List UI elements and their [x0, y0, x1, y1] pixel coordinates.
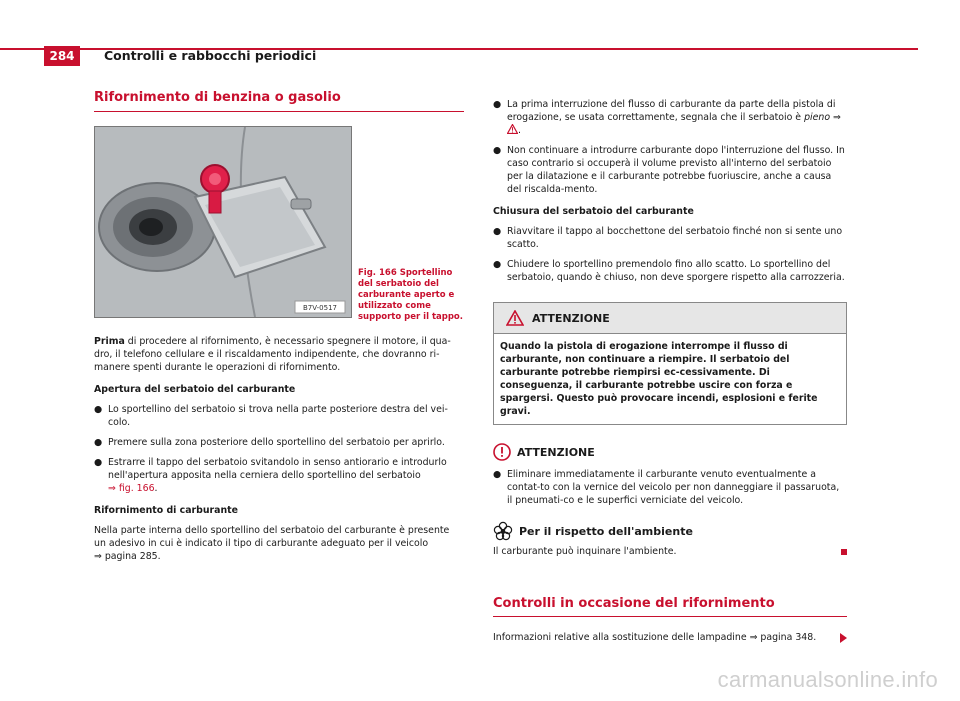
warning-header [494, 303, 846, 334]
bullet1-italic: pieno [804, 112, 831, 123]
list-item [94, 456, 464, 495]
fuel-flap-illustration [95, 127, 351, 317]
warning-text: Quando la pistola di erogazione interrompe il flusso di carburante, non continuare a riempire. Il serbatoio del carburante potrebbe riempirsi ec-cessivamente. Di conseguenza, il carburante potrebbe uscire con forza e spargersi. Questo può provocare incendi, esplosioni e ferite gravi. [500, 341, 818, 417]
environment-header [493, 521, 847, 541]
bullet3-end: . [154, 483, 158, 494]
rifornimento-paragraph [94, 524, 464, 563]
bullet-dot: ● [94, 437, 103, 448]
arrow-right-icon[interactable] [840, 633, 847, 643]
caution-text: Eliminare immediatamente il carburante venuto eventualmente a contat-to con la vernice del veicolo per non danneggiare il passaruota, il pneumati-co e le superfici verniciate del veicolo. [507, 469, 840, 506]
exclamation-circle-icon [493, 443, 511, 461]
bullet-dot: ● [493, 99, 502, 110]
figure-caption: Fig. 166 Sportellino del serbatoio del carburante aperto e utilizzato come supporto per il tappo. [358, 268, 463, 322]
bullet-text: Riavvitare il tappo al bocchettone del serbatoio finché non si sente uno scatto. [507, 226, 843, 250]
bullet-dot: ● [493, 469, 502, 480]
list-item [493, 258, 847, 284]
bullet-dot: ● [94, 404, 103, 415]
section-title-controls: Controlli in occasione del rifornimento [493, 596, 847, 617]
list-item [493, 468, 847, 507]
bullet3-text: Estrarre il tappo del serbatoio svitandolo in senso antiorario e introdurlo nell'apertura apposita nella cerniera dello sportellino del serbatoio [108, 457, 447, 481]
controls-row [493, 631, 847, 644]
end-marker-icon [841, 549, 847, 555]
environment-row [493, 545, 847, 558]
warning-box [493, 302, 847, 425]
list-item [94, 403, 464, 429]
environment-title: Per il rispetto dell'ambiente [519, 524, 693, 538]
warning-triangle-icon[interactable] [507, 124, 518, 134]
intro-text: di procedere al rifornimento, è necessario spegnere il motore, il qua-dro, il telefono cellulare e il riscaldamento indipendente, che dovranno ri-manere spenti durante le operazioni di rifornimento. [94, 336, 451, 373]
caution-header [493, 443, 847, 461]
bullet-dot: ● [493, 259, 502, 270]
subhead-rifornimento: Rifornimento di carburante [94, 505, 238, 516]
warning-triangle-icon [506, 310, 524, 326]
bullet1-ref: ⇒ [830, 112, 841, 123]
bullet-dot: ● [493, 226, 502, 237]
section-controls [493, 596, 847, 644]
bullet-text: Non continuare a introdurre carburante dopo l'interruzione del flusso. In caso contrario si occuperà il volume previsto all'interno del serbatoio per la dilatazione e il carburante potrebbe fuoriuscire, anche a causa del riscalda-mento. [507, 145, 845, 195]
warning-title: ATTENZIONE [532, 311, 610, 325]
intro-paragraph [94, 335, 464, 374]
subhead-apertura: Apertura del serbatoio del carburante [94, 384, 296, 395]
controls-text: Informazioni relative alla sostituzione delle lampadine ⇒ pagina 348. [493, 632, 817, 643]
bullet-text: La prima interruzione del flusso di carburante da parte della pistola di erogazione, se usata correttamente, segnala che il serbatoio è pieno ⇒ . [507, 99, 841, 136]
rifornimento-text: Nella parte interna dello sportellino del serbatoio del carburante è presente un adesivo in cui è indicato il tipo di carburante adeguato per il veicolo [94, 525, 450, 549]
chapter-title: Controlli e rabbocchi periodici [104, 48, 317, 63]
bullet-text [108, 456, 464, 495]
list-item [493, 225, 847, 251]
bullet-dot: ● [493, 145, 502, 156]
flower-icon [493, 521, 513, 541]
section-title-refueling: Rifornimento di benzina o gasolio [94, 90, 464, 112]
bullet-dot: ● [94, 457, 103, 468]
list-item [493, 98, 847, 137]
right-column [493, 98, 847, 644]
watermark: carmanualsonline.info [717, 667, 938, 692]
subhead-chiusura: Chiusura del serbatoio del carburante [493, 206, 694, 217]
list-item [493, 144, 847, 196]
bullet-text: Chiudere lo sportellino premendolo fino allo scatto. Lo sportellino del serbatoio, quando è chiuso, non deve sporgere rispetto alla carrozzeria. [507, 259, 845, 283]
bullet-text: Lo sportellino del serbatoio si trova nella parte posteriore destra del vei-colo. [108, 404, 448, 428]
figure-row [94, 126, 464, 323]
figure-fuel-flap-photo [94, 126, 352, 318]
environment-text: Il carburante può inquinare l'ambiente. [493, 546, 677, 557]
list-item [94, 436, 464, 449]
page-number: 284 [44, 46, 80, 66]
bullet-text: Premere sulla zona posteriore dello sportellino del serbatoio per aprirlo. [108, 437, 445, 448]
left-column [94, 90, 464, 563]
caution-title: ATTENZIONE [517, 445, 595, 459]
bullet1-text: La prima interruzione del flusso di carburante da parte della pistola di erogazione, se usata correttamente, segnala che il serbatoio è [507, 99, 836, 123]
page-link[interactable]: ⇒ pagina 285. [94, 551, 161, 562]
figure-link[interactable]: ⇒ fig. 166 [108, 483, 155, 494]
figure-code: B7V-0517 [303, 304, 337, 312]
intro-bold-word: Prima [94, 336, 125, 347]
